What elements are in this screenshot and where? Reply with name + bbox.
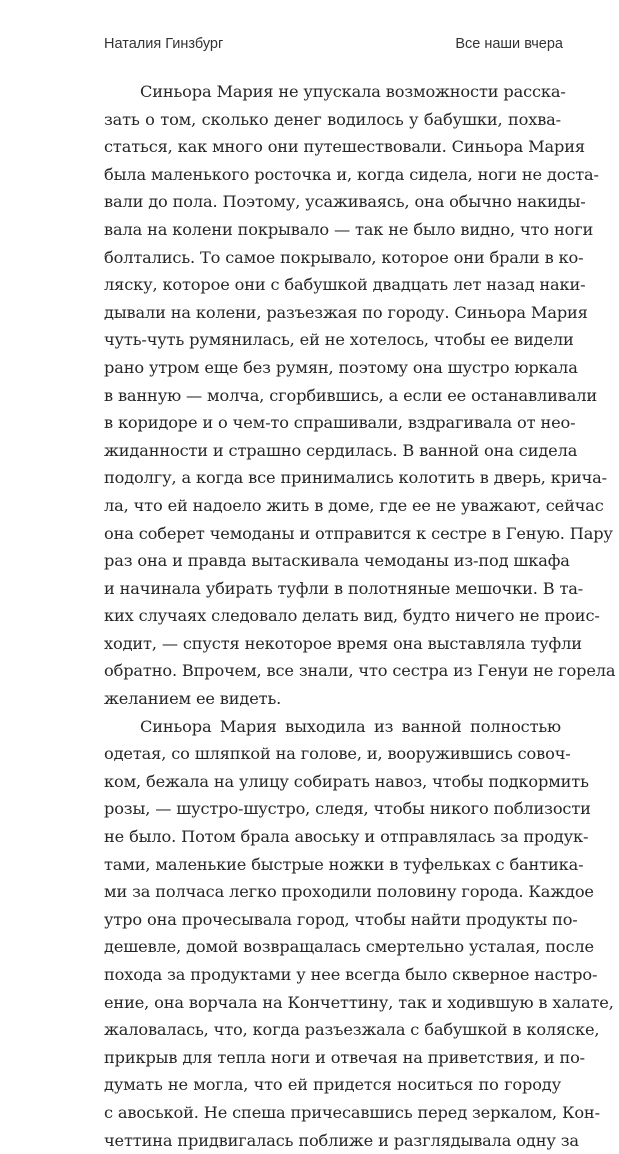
text-line: обратно. Впрочем, все знали, что сестра из Генуи не горела	[104, 661, 616, 681]
text-line: ми за полчаса легко проходили половину города. Каждое	[104, 882, 594, 902]
text-line: утро она прочесывала город, чтобы найти продукты по-	[104, 909, 578, 929]
text-line: была маленького росточка и, когда сидела, ноги не доста-	[104, 164, 599, 184]
text-line: жаловалась, что, когда разъезжала с бабушкой в коляске,	[104, 1020, 600, 1040]
text-line: ение, она ворчала на Кончеттину, так и ходившую в халате,	[104, 992, 614, 1012]
text-line: ких случаях следовало делать вид, будто ничего не проис-	[104, 606, 600, 626]
text-line: она соберет чемоданы и отправится к сестре в Геную. Пару	[104, 523, 613, 543]
text-line: одетая, со шляпкой на голове, и, вооружившись совоч-	[104, 744, 571, 764]
text-line: розы, — шустро-шустро, следя, чтобы никого поблизости	[104, 799, 591, 819]
text-line: вала на колени покрывало — так не было видно, что ноги	[104, 219, 594, 239]
text-line: ла, что ей надоело жить в доме, где ее не уважают, сейчас	[104, 495, 604, 515]
text-line: подолгу, а когда все принимались колотить в дверь, крича-	[104, 468, 607, 488]
paragraph-1	[104, 78, 616, 713]
text-line: болтались. То самое покрывало, которое они брали в ко-	[104, 247, 584, 267]
text-line: Синьора Мария не упускала возможности расска-	[140, 82, 566, 101]
text-line: похода за продуктами у нее всегда было скверное настро-	[104, 965, 598, 984]
text-line: прикрыв для тепла ноги и отвечая на приветствия, и по-	[104, 1047, 586, 1067]
header-author: Наталия Гинзбург	[104, 36, 224, 52]
text-line: ходит, — спустя некоторое время она выставляла туфли	[104, 633, 582, 653]
text-line: с авоськой. Не спеша причесавшись перед зеркалом, Кон-	[104, 1102, 600, 1122]
text-line: четтина придвигалась поближе и разглядывала одну за	[104, 1130, 579, 1150]
text-line: и начинала убирать туфли в полотняные мешочки. В та-	[104, 578, 584, 598]
text-line: дывали на колени, разъезжая по городу. Синьора Мария	[104, 302, 588, 322]
body-text	[104, 78, 616, 1154]
text-line: ляску, которое они с бабушкой двадцать лет назад наки-	[104, 275, 586, 295]
paragraph-2	[104, 713, 614, 1154]
text-line: дешевле, домой возвращалась смертельно усталая, после	[104, 937, 594, 957]
text-line: зать о том, сколько денег водилось у бабушки, похва-	[104, 109, 561, 129]
text-line: рано утром еще без румян, поэтому она шустро юркала	[104, 357, 578, 377]
text-line: в ванную — молча, сгорбившись, а если ее останавливали	[104, 385, 598, 405]
text-line: раз она и правда вытаскивала чемоданы из-под шкафа	[104, 551, 570, 571]
running-header	[104, 36, 563, 56]
text-line: думать не могла, что ей придется носиться по городу	[104, 1075, 561, 1095]
text-line: тами, маленькие быстрые ножки в туфельках с бантика-	[104, 854, 584, 874]
header-book-title: Все наши вчера	[455, 36, 563, 52]
text-line: не было. Потом брала авоську и отправлялась за продук-	[104, 827, 589, 847]
text-line: Синьора Мария выходила из ванной полностью	[140, 716, 561, 736]
text-line: жиданности и страшно сердилась. В ванной она сидела	[104, 440, 578, 460]
text-line: чуть-чуть румянилась, ей не хотелось, чтобы ее видели	[104, 330, 574, 350]
text-line: вали до пола. Поэтому, усаживаясь, она обычно накиды-	[104, 192, 586, 212]
text-line: желанием ее видеть.	[104, 689, 282, 709]
text-line: статься, как много они путешествовали. Синьора Мария	[104, 137, 585, 157]
text-line: ком, бежала на улицу собирать навоз, чтобы подкормить	[104, 771, 589, 791]
text-line: в коридоре и о чем-то спрашивали, вздрагивала от нео-	[104, 413, 576, 433]
